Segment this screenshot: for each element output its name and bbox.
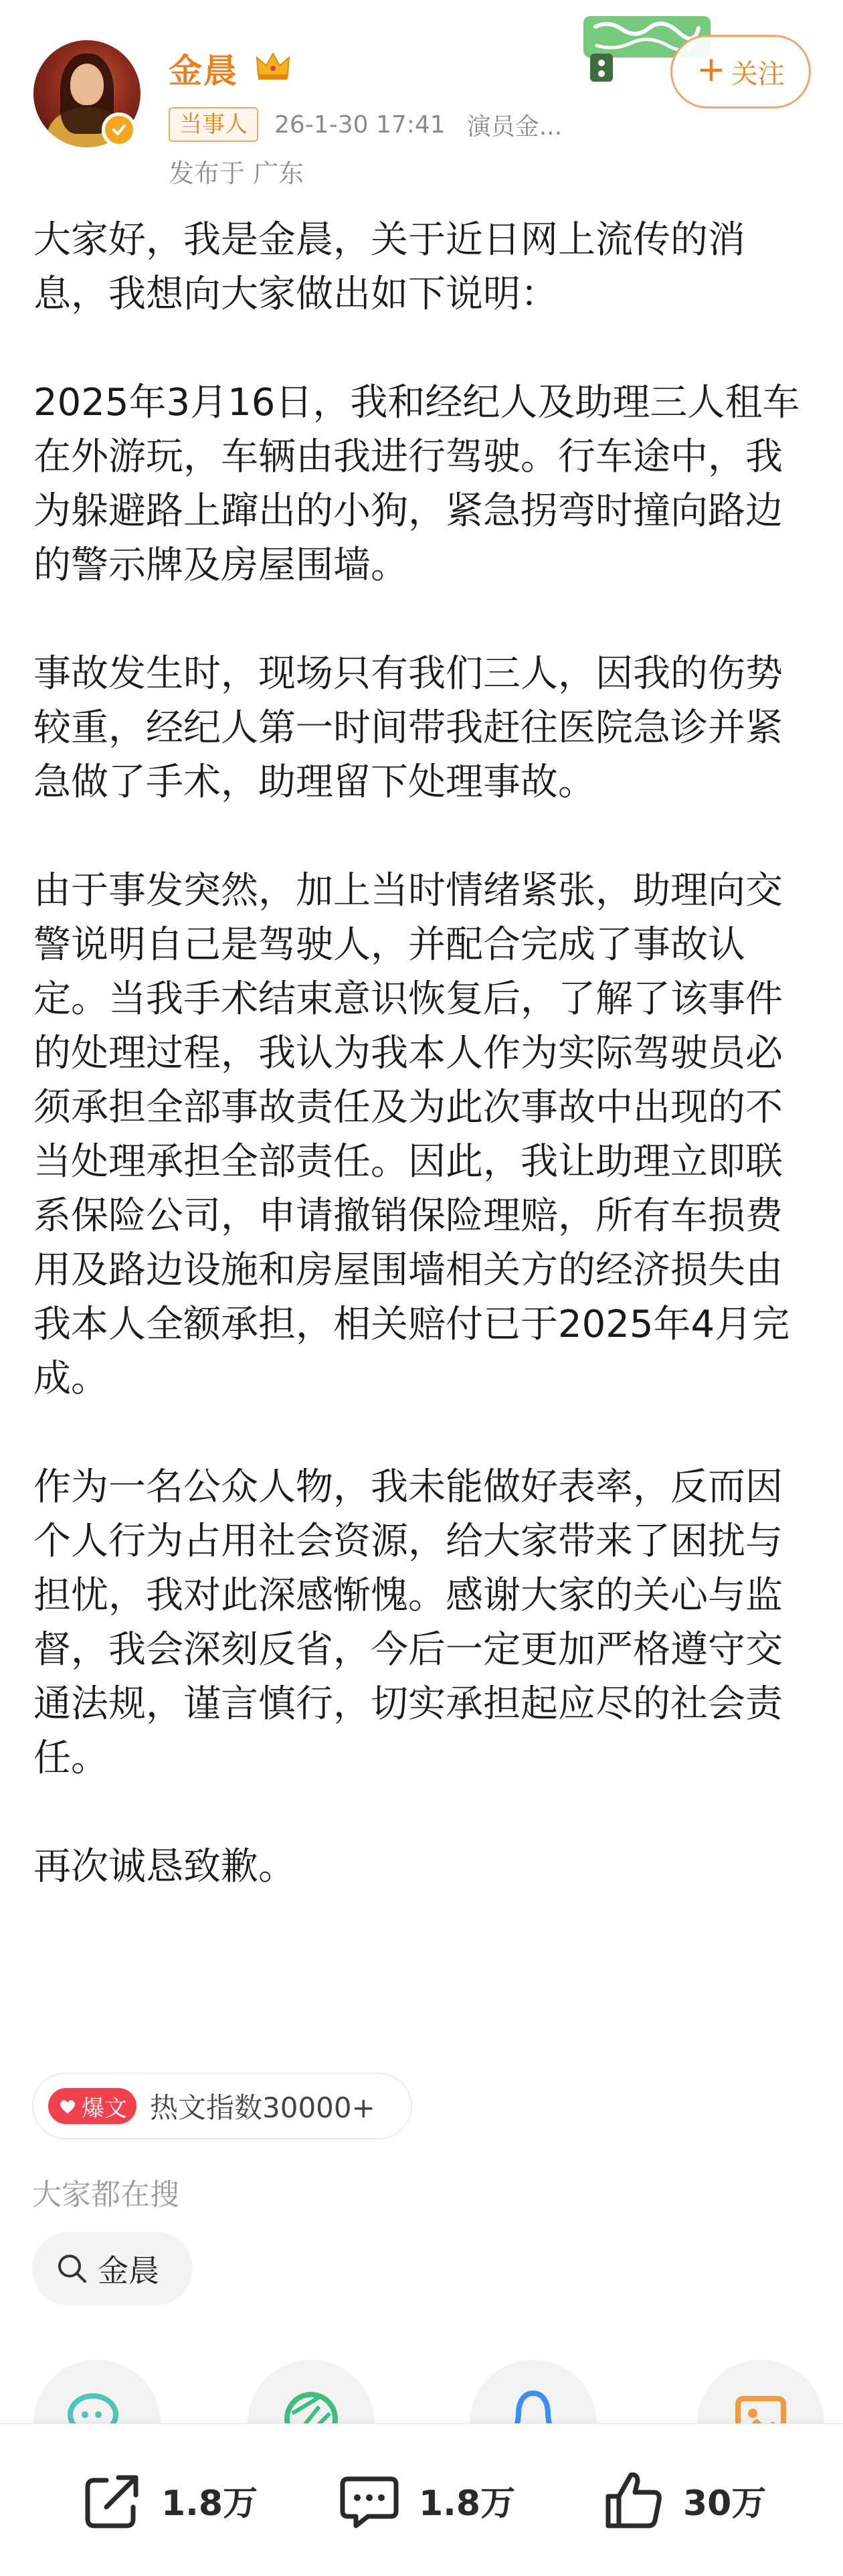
post-meta (169, 107, 562, 142)
like-count: 30万 (683, 2484, 767, 2524)
post-paragraph: 2025年3月16日，我和经纪人及助理三人租车在外游玩，车辆由我进行驾驶。行车途中，我为躲避路上蹿出的小狗，紧急拐弯时撞向路边的警示牌及房屋围墙。 (33, 381, 800, 587)
share-button[interactable] (77, 2424, 258, 2576)
post-time: 26-1-30 17:41 (274, 110, 446, 139)
post-paragraph: 大家好，我是金晨，关于近日网上流传的消息，我想向大家做出如下说明： (33, 218, 745, 316)
post-location: 发布于 广东 (169, 159, 304, 188)
crown-icon (254, 48, 292, 82)
post-paragraph: 事故发生时，现场只有我们三人，因我的伤势较重，经纪人第一时间带我赶往医院急诊并紧急做了手术，助理留下处理事故。 (33, 652, 783, 804)
avatar-face (70, 64, 104, 105)
post-paragraph: 由于事发突然，加上当时情绪紧张，助理向交警说明自己是驾驶人，并配合完成了事故认定。当我手术结束意识恢复后，了解了该事件的处理过程，我认为我本人作为实际驾驶员必须承担全部事故责任及为此次事故中出现的不当处理承担全部责任。因此，我让助理立即联系保险公司，申请撤销保险理赔，所有车损费用及路边设施和房屋围墙相关方的经济损失由我本人全额承担，相关赔付已于2025年4月完成。 (33, 869, 790, 1400)
plus-icon: + (696, 50, 726, 90)
like-button[interactable] (599, 2424, 766, 2576)
thumbs-up-icon (599, 2466, 668, 2535)
share-count: 1.8万 (161, 2484, 258, 2524)
comment-icon (335, 2466, 404, 2535)
hot-index-chip[interactable] (32, 2073, 412, 2140)
search-icon (55, 2251, 90, 2286)
role-tag: 当事人 (169, 107, 258, 142)
search-suggestion-term: 金晨 (98, 2253, 159, 2289)
post-paragraph: 再次诚恳致歉。 (33, 1845, 296, 1888)
search-heading: 大家都在搜 (32, 2178, 179, 2212)
hot-tag-label: 爆文 (82, 2095, 127, 2122)
comment-count: 1.8万 (419, 2484, 516, 2524)
post-header (0, 0, 843, 201)
bottom-action-bar (0, 2423, 843, 2576)
verified-icon (102, 112, 136, 147)
share-icon (77, 2466, 147, 2535)
post-paragraph: 作为一名公众人物，我未能做好表率，反而因个人行为占用社会资源，给大家带来了困扰与担忧，我对此深感惭愧。感谢大家的关心与监督，我会深刻反省，今后一定更加严格遵守交通法规，谨言慎行，切实承担起应尽的社会责任。 (33, 1465, 783, 1780)
hot-index-text: 热文指数30000+ (150, 2091, 375, 2124)
follow-button[interactable] (670, 35, 811, 108)
post-source[interactable]: 演员金... (466, 112, 563, 141)
search-suggestion-chip[interactable] (32, 2232, 193, 2306)
heart-icon (58, 2096, 78, 2116)
comment-button[interactable] (335, 2424, 515, 2576)
author-name[interactable]: 金晨 (169, 52, 238, 90)
hot-tag (48, 2088, 136, 2124)
follow-label: 关注 (731, 58, 785, 90)
post-body (33, 213, 816, 1894)
